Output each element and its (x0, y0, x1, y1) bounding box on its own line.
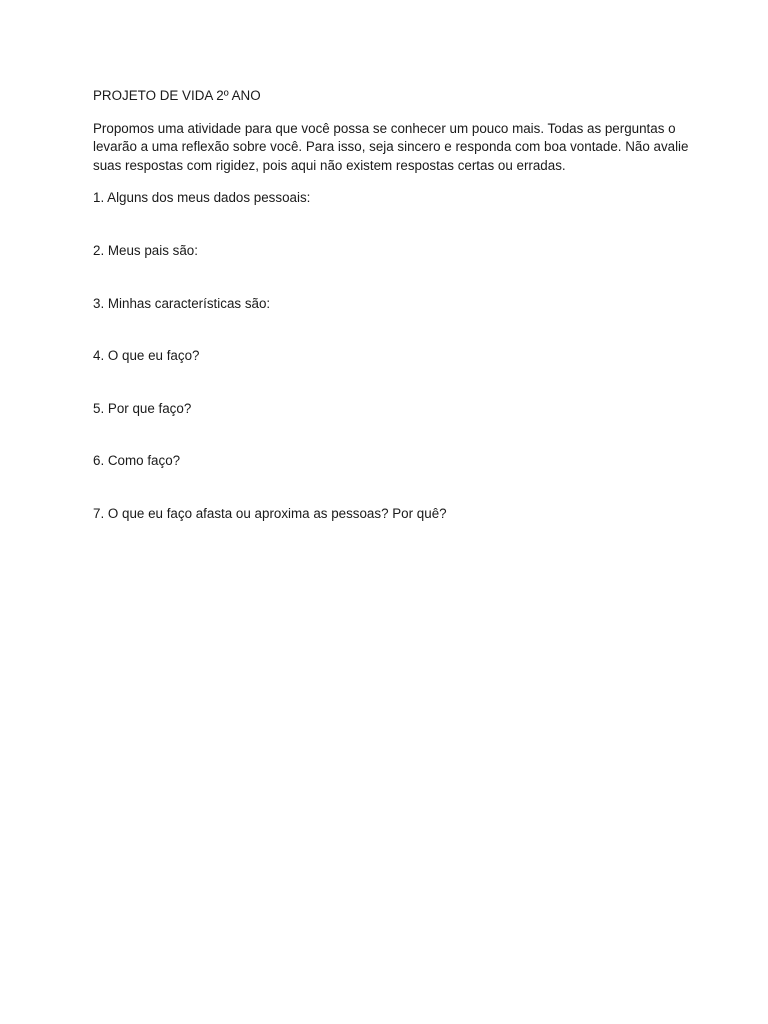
question-4: 4. O que eu faço? (93, 348, 200, 364)
question-3: 3. Minhas características são: (93, 295, 271, 311)
intro-paragraph: Propomos uma atividade para que você possa se conhecer um pouco mais. Todas as perguntas o levarão a uma reflexão sobre você. Para isso, seja sincero e responda com boa vontade. Não avalie suas respostas com rigidez, pois aqui não existem respostas certas ou erradas. (93, 120, 689, 173)
question-2: 2. Meus pais são: (93, 242, 198, 258)
question-7: 7. O que eu faço afasta ou aproxima as pessoas? Por quê? (93, 505, 447, 521)
question-1: 1. Alguns dos meus dados pessoais: (93, 190, 311, 206)
document-title: PROJETO DE VIDA 2º ANO (93, 88, 261, 103)
document-page (93, 87, 705, 524)
question-6: 6. Como faço? (93, 453, 181, 469)
question-5: 5. Por que faço? (93, 400, 192, 416)
